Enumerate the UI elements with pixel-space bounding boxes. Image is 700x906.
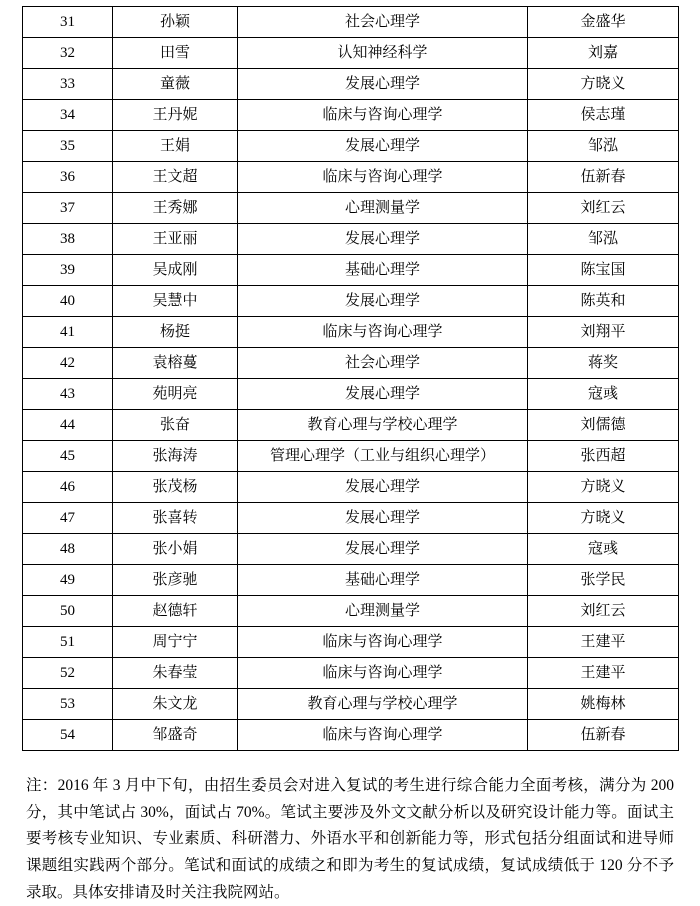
table-row	[23, 286, 679, 317]
table-row	[23, 503, 679, 534]
cell-index: 53	[23, 689, 113, 720]
cell-name: 朱春莹	[113, 658, 238, 689]
table-row	[23, 472, 679, 503]
cell-name: 邹盛奇	[113, 720, 238, 751]
cell-name: 朱文龙	[113, 689, 238, 720]
cell-major: 发展心理学	[238, 224, 528, 255]
table-row	[23, 689, 679, 720]
cell-major: 发展心理学	[238, 379, 528, 410]
table-row	[23, 255, 679, 286]
cell-major: 发展心理学	[238, 472, 528, 503]
cell-index: 34	[23, 100, 113, 131]
table-row	[23, 379, 679, 410]
table-row	[23, 441, 679, 472]
cell-index: 31	[23, 7, 113, 38]
cell-index: 32	[23, 38, 113, 69]
cell-advisor: 刘翔平	[528, 317, 679, 348]
cell-name: 周宁宁	[113, 627, 238, 658]
cell-index: 36	[23, 162, 113, 193]
cell-advisor: 侯志瑾	[528, 100, 679, 131]
cell-major: 发展心理学	[238, 131, 528, 162]
cell-advisor: 张学民	[528, 565, 679, 596]
cell-name: 赵德轩	[113, 596, 238, 627]
cell-index: 40	[23, 286, 113, 317]
cell-index: 38	[23, 224, 113, 255]
cell-index: 51	[23, 627, 113, 658]
table-row	[23, 162, 679, 193]
applicant-roster-table	[22, 6, 679, 751]
cell-index: 45	[23, 441, 113, 472]
cell-name: 张奋	[113, 410, 238, 441]
cell-index: 35	[23, 131, 113, 162]
cell-major: 临床与咨询心理学	[238, 317, 528, 348]
cell-advisor: 王建平	[528, 627, 679, 658]
cell-index: 47	[23, 503, 113, 534]
cell-major: 管理心理学（工业与组织心理学）	[238, 441, 528, 472]
cell-index: 50	[23, 596, 113, 627]
table-row	[23, 224, 679, 255]
cell-index: 44	[23, 410, 113, 441]
cell-major: 发展心理学	[238, 69, 528, 100]
cell-advisor: 伍新春	[528, 162, 679, 193]
cell-major: 社会心理学	[238, 7, 528, 38]
footnote	[26, 773, 674, 906]
cell-major: 发展心理学	[238, 503, 528, 534]
cell-advisor: 张西超	[528, 441, 679, 472]
cell-advisor: 刘红云	[528, 193, 679, 224]
cell-advisor: 邹泓	[528, 131, 679, 162]
cell-major: 发展心理学	[238, 534, 528, 565]
cell-advisor: 刘嘉	[528, 38, 679, 69]
table-row	[23, 658, 679, 689]
table-row	[23, 7, 679, 38]
cell-major: 基础心理学	[238, 565, 528, 596]
table-row	[23, 69, 679, 100]
cell-advisor: 刘红云	[528, 596, 679, 627]
cell-name: 王丹妮	[113, 100, 238, 131]
table-row	[23, 596, 679, 627]
table-row	[23, 410, 679, 441]
cell-index: 52	[23, 658, 113, 689]
cell-name: 张彦驰	[113, 565, 238, 596]
cell-index: 54	[23, 720, 113, 751]
table-row	[23, 100, 679, 131]
cell-advisor: 寇彧	[528, 379, 679, 410]
cell-major: 临床与咨询心理学	[238, 658, 528, 689]
cell-advisor: 金盛华	[528, 7, 679, 38]
cell-index: 48	[23, 534, 113, 565]
cell-advisor: 方晓义	[528, 69, 679, 100]
cell-index: 42	[23, 348, 113, 379]
cell-major: 心理测量学	[238, 596, 528, 627]
cell-name: 田雪	[113, 38, 238, 69]
table-row	[23, 627, 679, 658]
cell-index: 41	[23, 317, 113, 348]
cell-major: 临床与咨询心理学	[238, 162, 528, 193]
cell-name: 杨挺	[113, 317, 238, 348]
cell-major: 认知神经科学	[238, 38, 528, 69]
cell-advisor: 邹泓	[528, 224, 679, 255]
table-body	[23, 7, 679, 751]
cell-name: 王亚丽	[113, 224, 238, 255]
cell-name: 张海涛	[113, 441, 238, 472]
cell-name: 袁榕蔓	[113, 348, 238, 379]
cell-advisor: 刘儒德	[528, 410, 679, 441]
cell-major: 临床与咨询心理学	[238, 100, 528, 131]
table-row	[23, 348, 679, 379]
cell-advisor: 王建平	[528, 658, 679, 689]
cell-name: 王文超	[113, 162, 238, 193]
cell-advisor: 姚梅林	[528, 689, 679, 720]
cell-index: 33	[23, 69, 113, 100]
table-row	[23, 193, 679, 224]
cell-index: 39	[23, 255, 113, 286]
cell-major: 发展心理学	[238, 286, 528, 317]
cell-major: 临床与咨询心理学	[238, 720, 528, 751]
cell-major: 教育心理与学校心理学	[238, 410, 528, 441]
footnote-text: 注：2016 年 3 月中下旬，由招生委员会对进入复试的考生进行综合能力全面考核，满分为 200 分，其中笔试占 30%，面试占 70%。笔试主要涉及外文文献分析以及研究设计能力等。面试主要考核专业知识、专业素质、科研潜力、外语水平和创新能力等，形式包括分组面试和进导师课题组实践两个部分。笔试和面试的成绩之和即为考生的复试成绩，复试成绩低于 120 分不予录取。具体安排请及时关注我院网站。	[26, 777, 674, 901]
cell-name: 吴慧中	[113, 286, 238, 317]
cell-name: 张喜转	[113, 503, 238, 534]
cell-index: 37	[23, 193, 113, 224]
cell-major: 社会心理学	[238, 348, 528, 379]
cell-name: 张小娟	[113, 534, 238, 565]
cell-advisor: 伍新春	[528, 720, 679, 751]
cell-major: 临床与咨询心理学	[238, 627, 528, 658]
cell-advisor: 陈英和	[528, 286, 679, 317]
cell-name: 张茂杨	[113, 472, 238, 503]
cell-name: 吴成刚	[113, 255, 238, 286]
table-row	[23, 38, 679, 69]
cell-advisor: 方晓义	[528, 472, 679, 503]
table-row	[23, 534, 679, 565]
cell-name: 童薇	[113, 69, 238, 100]
cell-advisor: 蒋奖	[528, 348, 679, 379]
table-row	[23, 131, 679, 162]
cell-major: 教育心理与学校心理学	[238, 689, 528, 720]
cell-advisor: 方晓义	[528, 503, 679, 534]
cell-index: 49	[23, 565, 113, 596]
cell-name: 苑明亮	[113, 379, 238, 410]
cell-index: 43	[23, 379, 113, 410]
cell-name: 王娟	[113, 131, 238, 162]
cell-name: 王秀娜	[113, 193, 238, 224]
table-row	[23, 317, 679, 348]
cell-advisor: 寇彧	[528, 534, 679, 565]
cell-major: 基础心理学	[238, 255, 528, 286]
cell-advisor: 陈宝国	[528, 255, 679, 286]
cell-name: 孙颖	[113, 7, 238, 38]
cell-major: 心理测量学	[238, 193, 528, 224]
cell-index: 46	[23, 472, 113, 503]
table-row	[23, 565, 679, 596]
table-row	[23, 720, 679, 751]
